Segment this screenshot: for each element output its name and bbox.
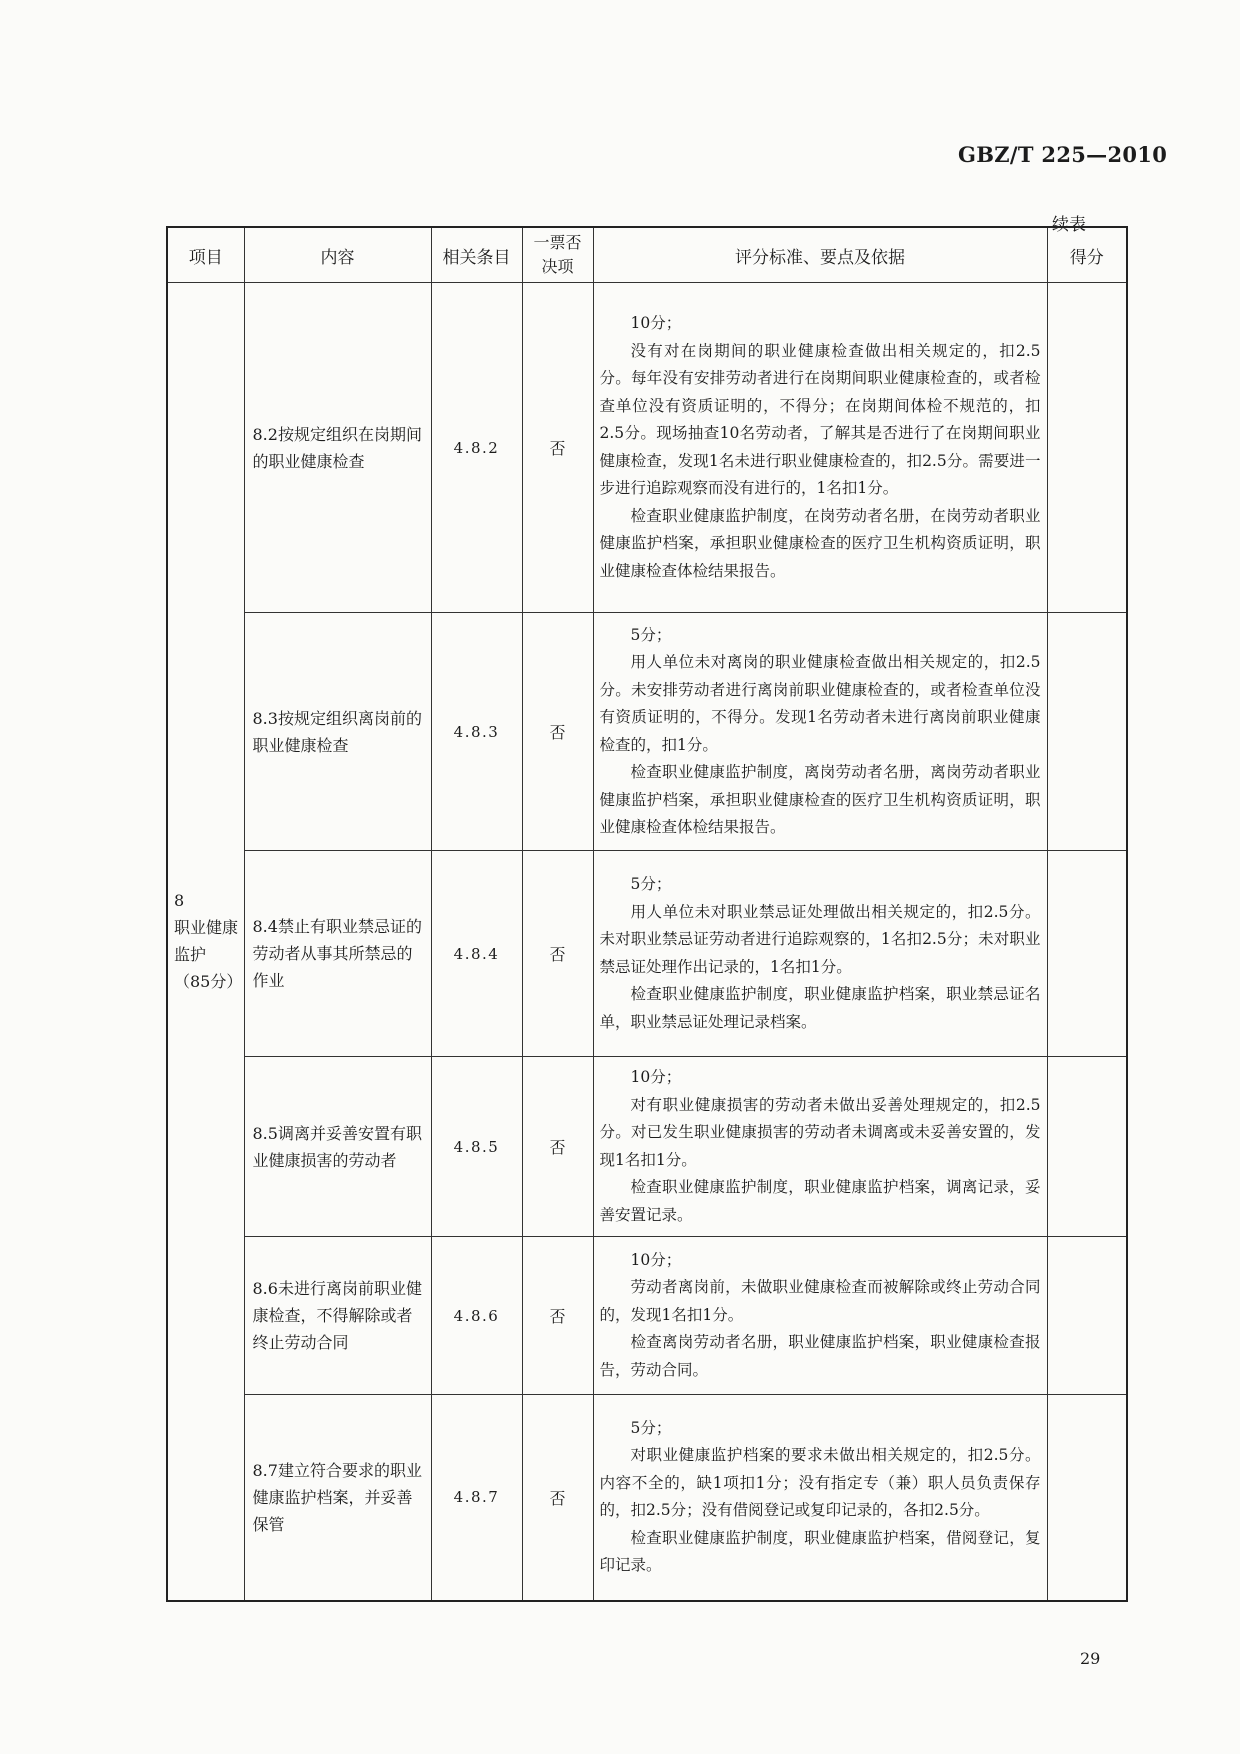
- table-row: [167, 851, 1127, 1057]
- score-cell: [1047, 613, 1127, 851]
- criteria-rule: 对有职业健康损害的劳动者未做出妥善处理规定的，扣2.5分。对已发生职业健康损害的劳动者未调离或未妥善安置的，发现1名扣1分。: [599, 1095, 1041, 1169]
- criteria-cell: [593, 1237, 1047, 1395]
- criteria-cell: [593, 613, 1047, 851]
- veto-cell: 否: [522, 283, 593, 613]
- ref-cell: 4.8.5: [431, 1057, 522, 1237]
- content-cell: 8.3按规定组织离岗前的职业健康检查: [244, 613, 431, 851]
- table-row: [167, 613, 1127, 851]
- veto-cell: 否: [522, 851, 593, 1057]
- criteria-basis: 检查职业健康监护制度，职业健康监护档案，借阅登记，复印记录。: [599, 1528, 1041, 1575]
- criteria-rule: 用人单位未对离岗的职业健康检查做出相关规定的，扣2.5分。未安排劳动者进行离岗前职业健康检查的，或者检查单位没有资质证明的，不得分。发现1名劳动者未进行离岗前职业健康检查的，扣1分。: [599, 653, 1041, 754]
- criteria-rule: 劳动者离岗前，未做职业健康检查而被解除或终止劳动合同的，发现1名扣1分。: [599, 1278, 1041, 1324]
- criteria-rule: 用人单位未对职业禁忌证处理做出相关规定的，扣2.5分。未对职业禁忌证劳动者进行追踪观察的，1名扣2.5分；未对职业禁忌证处理作出记录的，1名扣1分。: [599, 902, 1041, 976]
- continued-label: 续表: [1052, 215, 1086, 235]
- header-content: 内容: [244, 227, 431, 283]
- criteria-cell: [593, 1057, 1047, 1237]
- content-cell: 8.6未进行离岗前职业健康检查，不得解除或者终止劳动合同: [244, 1237, 431, 1395]
- header-item: 项目: [167, 227, 244, 283]
- criteria-score: 10分；: [630, 1068, 682, 1086]
- criteria-basis: 检查职业健康监护制度，职业健康监护档案，调离记录，妥善安置记录。: [599, 1178, 1041, 1224]
- score-cell: [1047, 1237, 1127, 1395]
- header-veto: 一票否决项: [522, 227, 593, 283]
- header-score: 得分: [1047, 227, 1127, 283]
- score-cell: [1047, 283, 1127, 613]
- criteria-rule: 没有对在岗期间的职业健康检查做出相关规定的，扣2.5分。每年没有安排劳动者进行在岗期间职业健康检查的，或者检查单位没有资质证明的，不得分；在岗期间体检不规范的，扣2.5分。现场抽查10名劳动者，了解其是否进行了在岗期间职业健康检查，发现1名未进行职业健康检查的，扣2.5分。需要进一步进行追踪观察而没有进行的，1名扣1分。: [599, 341, 1041, 497]
- page-number: 29: [1080, 1649, 1101, 1668]
- score-cell: [1047, 1395, 1127, 1601]
- content-cell: 8.4禁止有职业禁忌证的劳动者从事其所禁忌的作业: [244, 851, 431, 1057]
- content-cell: 8.2按规定组织在岗期间的职业健康检查: [244, 283, 431, 613]
- criteria-rule: 对职业健康监护档案的要求未做出相关规定的，扣2.5分。内容不全的，缺1项扣1分；没有指定专（兼）职人员负责保存的，扣2.5分；没有借阅登记或复印记录的，各扣2.5分。: [599, 1446, 1041, 1520]
- criteria-score: 10分；: [630, 1250, 682, 1269]
- ref-cell: 4.8.6: [431, 1237, 522, 1395]
- content-cell: 8.7建立符合要求的职业健康监护档案，并妥善保管: [244, 1395, 431, 1601]
- criteria-cell: [593, 283, 1047, 613]
- ref-cell: 4.8.4: [431, 851, 522, 1057]
- header-ref: 相关条目: [431, 227, 522, 283]
- veto-cell: 否: [522, 613, 593, 851]
- item-cell: [167, 283, 244, 1601]
- evaluation-table: [166, 226, 1128, 1602]
- score-cell: [1047, 851, 1127, 1057]
- header-criteria: 评分标准、要点及依据: [593, 227, 1047, 283]
- content-cell: 8.5调离并妥善安置有职业健康损害的劳动者: [244, 1057, 431, 1237]
- table-row: [167, 283, 1127, 613]
- criteria-cell: [593, 851, 1047, 1057]
- criteria-cell: [593, 1395, 1047, 1601]
- veto-cell: 否: [522, 1057, 593, 1237]
- item-number: 8: [174, 891, 185, 911]
- criteria-score: 5分；: [630, 1418, 672, 1437]
- table-row: [167, 1057, 1127, 1237]
- table-row: [167, 1395, 1127, 1601]
- criteria-basis: 检查职业健康监护制度，在岗劳动者名册，在岗劳动者职业健康监护档案，承担职业健康检查的医疗卫生机构资质证明，职业健康检查体检结果报告。: [599, 506, 1041, 580]
- criteria-basis: 检查职业健康监护制度，职业健康监护档案，职业禁忌证名单，职业禁忌证处理记录档案。: [599, 985, 1041, 1031]
- veto-cell: 否: [522, 1237, 593, 1395]
- item-title: 职业健康监护（85分）: [174, 918, 243, 992]
- ref-cell: 4.8.2: [431, 283, 522, 613]
- veto-cell: 否: [522, 1395, 593, 1601]
- criteria-score: 5分；: [630, 875, 672, 893]
- criteria-basis: 检查离岗劳动者名册，职业健康监护档案，职业健康检查报告，劳动合同。: [599, 1333, 1041, 1379]
- criteria-score: 10分；: [630, 314, 682, 332]
- table-header-row: [167, 227, 1127, 283]
- table-row: [167, 1237, 1127, 1395]
- ref-cell: 4.8.3: [431, 613, 522, 851]
- criteria-score: 5分；: [630, 625, 672, 644]
- criteria-basis: 检查职业健康监护制度，离岗劳动者名册，离岗劳动者职业健康监护档案，承担职业健康检查的医疗卫生机构资质证明，职业健康检查体检结果报告。: [599, 763, 1041, 836]
- ref-cell: 4.8.7: [431, 1395, 522, 1601]
- score-cell: [1047, 1057, 1127, 1237]
- standard-code: GBZ/T 225—2010: [958, 142, 1168, 167]
